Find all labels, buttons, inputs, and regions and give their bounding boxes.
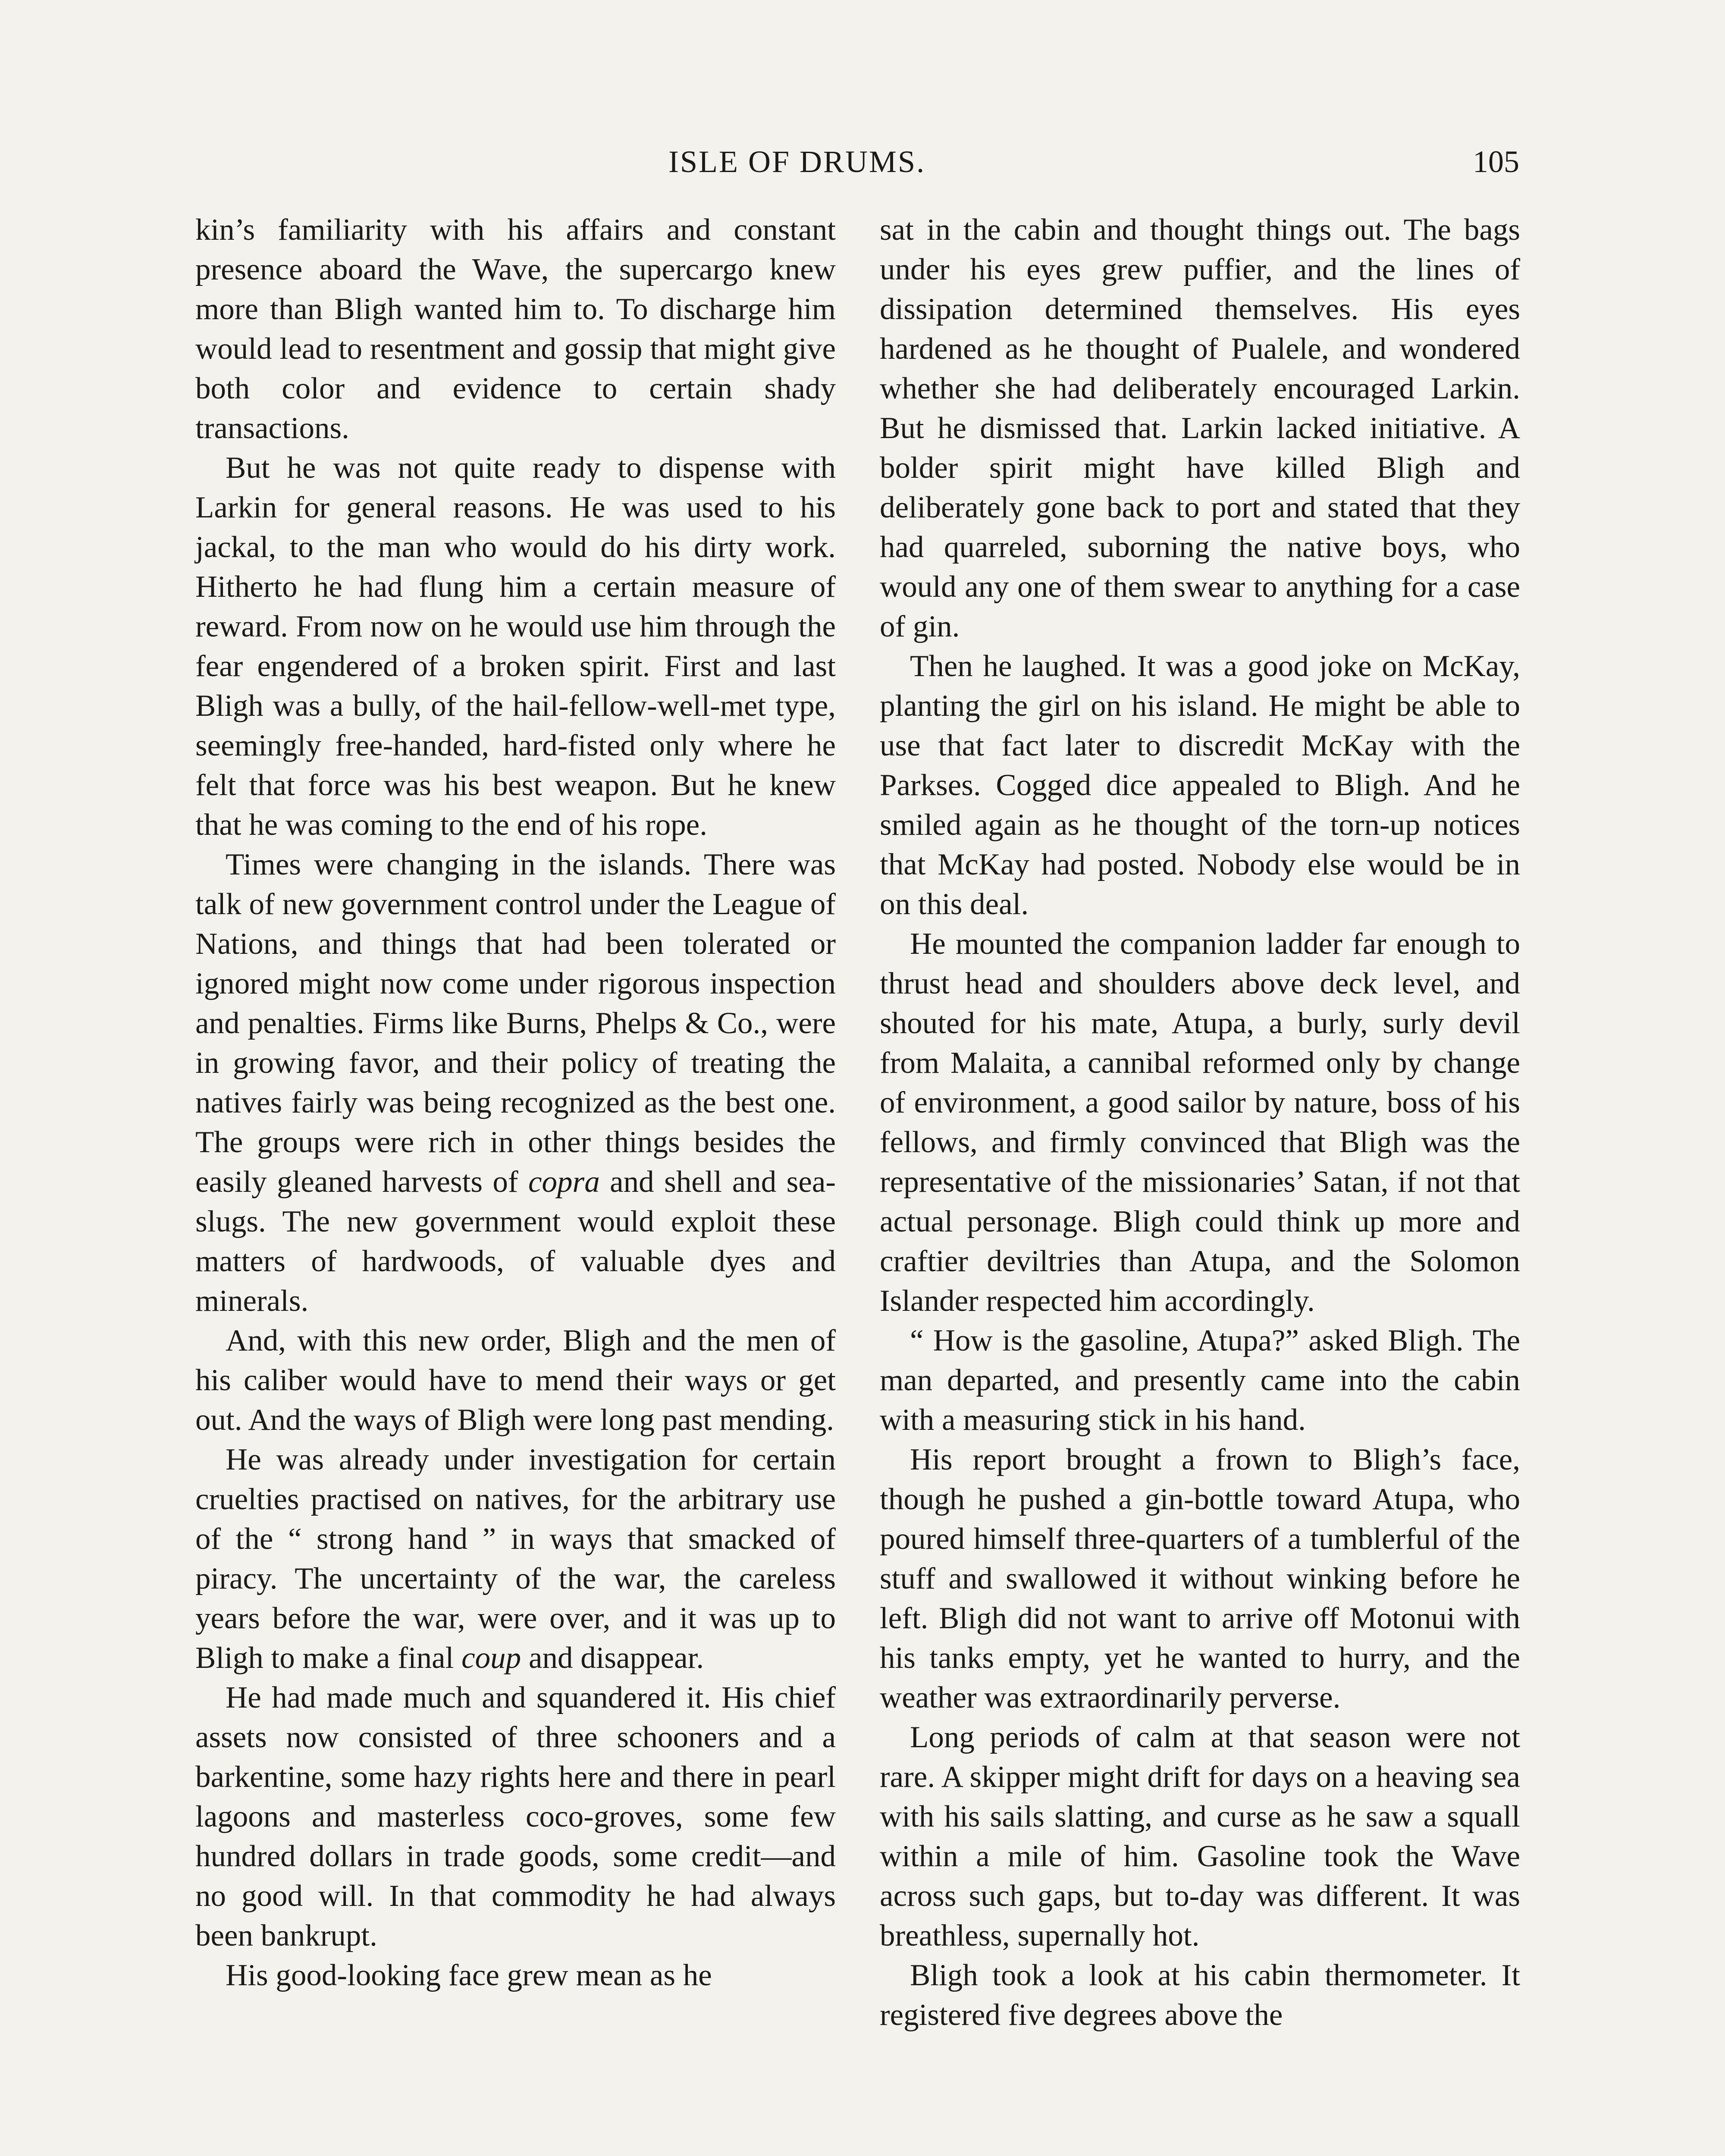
paragraph (195, 845, 836, 1321)
page-header (0, 138, 1725, 185)
italic-word: copra (528, 1165, 600, 1199)
paragraph: But he was not quite ready to dispense with Larkin for general reasons. He was used to his jackal, to the man who would do his dirty work. Hitherto he had flung him a certain measure of reward. From now on he would use him through the fear engendered of a broken spirit. First and last Bligh was a bully, of the hail-fellow-well-met type, seemingly free-handed, hard-fisted only where he felt that force was his best weapon. But he knew that he was coming to the end of his rope. (195, 451, 836, 842)
paragraph-text: and disappear. (521, 1641, 704, 1675)
paragraph-text: He was already under investigation for certain cruelties practised on natives, for the arbitrary use of the “ strong hand ” in ways that smacked of piracy. The uncertainty of the war, the careless years before the war, were over, and it was up to Bligh to make a final (195, 1443, 836, 1675)
paragraph: Long periods of calm at that season were not rare. A skipper might drift for days on a heaving sea with his sails slatting, and curse as he saw a squall within a mile of him. Gasoline took the Wave across such gaps, but to-day was different. It was breathless, supernally hot. (880, 1720, 1520, 1952)
paragraph: And, with this new order, Bligh and the men of his caliber would have to mend their ways or get out. And the ways of Bligh were long past mending. (195, 1324, 836, 1437)
italic-word: coup (461, 1641, 521, 1675)
right-column (880, 210, 1520, 2035)
paragraph: Bligh took a look at his cabin thermometer. It registered five degrees above the (880, 1959, 1520, 2032)
paragraph-text: and shell and sea-slugs. The new government would exploit these matters of hardwoods, of valuable dyes and minerals. (195, 1165, 836, 1318)
paragraph-text: Times were changing in the islands. There was talk of new government control under the League of Nations, and things that had been tolerated or ignored might now come under rigorous inspection and penalties. Firms like Burns, Phelps & Co., were in growing favor, and their policy of treating the natives fairly was being recognized as the best one. The groups were rich in other things besides the easily gleaned harvests of (195, 848, 836, 1199)
left-column (195, 210, 836, 1995)
paragraph: His report brought a frown to Bligh’s face, though he pushed a gin-bottle toward Atupa, who poured himself three-quarters of a tumblerful of the stuff and swallowed it without winking before he left. Bligh did not want to arrive off Motonui with his tanks empty, yet he wanted to hurry, and the weather was extraordinarily perverse. (880, 1443, 1520, 1714)
paragraph: “ How is the gasoline, Atupa?” asked Bligh. The man departed, and presently came into the cabin with a measuring stick in his hand. (880, 1324, 1520, 1437)
paragraph: His good-looking face grew mean as he (226, 1959, 712, 1992)
page-number: 105 (1473, 144, 1519, 179)
paragraph: kin’s familiarity with his affairs and constant presence aboard the Wave, the supercargo knew more than Bligh wanted him to. To discharge him would lead to resentment and gossip that might give both color and evidence to certain shady transactions. (195, 213, 836, 445)
running-head: ISLE OF DRUMS. (668, 144, 926, 179)
paragraph: sat in the cabin and thought things out. The bags under his eyes grew puffier, and the lines of dissipation determined themselves. His eyes hardened as he thought of Pualele, and wondered whether she had deliberately encouraged Larkin. But he dismissed that. Larkin lacked initiative. A bolder spirit might have killed Bligh and deliberately gone back to port and stated that they had quarreled, suborning the native boys, who would any one of them swear to anything for a case of gin. (880, 213, 1520, 643)
paragraph: He mounted the companion ladder far enough to thrust head and shoulders above deck level, and shouted for his mate, Atupa, a burly, surly devil from Malaita, a cannibal reformed only by change of environment, a good sailor by nature, boss of his fellows, and firmly convinced that Bligh was the representative of the missionaries’ Satan, if not that actual personage. Bligh could think up more and craftier deviltries than Atupa, and the Solomon Islander respected him accordingly. (880, 927, 1520, 1318)
paragraph: Then he laughed. It was a good joke on McKay, planting the girl on his island. He might be able to use that fact later to discredit McKay with the Parkses. Cogged dice appealed to Bligh. And he smiled again as he thought of the torn-up notices that McKay had posted. Nobody else would be in on this deal. (880, 649, 1520, 921)
paragraph: He had made much and squandered it. His chief assets now consisted of three schooners and a barkentine, some hazy rights here and there in pearl lagoons and masterless coco-groves, some few hundred dollars in trade goods, some credit—and no good will. In that commodity he had always been bankrupt. (195, 1681, 836, 1952)
paragraph (195, 1440, 836, 1678)
